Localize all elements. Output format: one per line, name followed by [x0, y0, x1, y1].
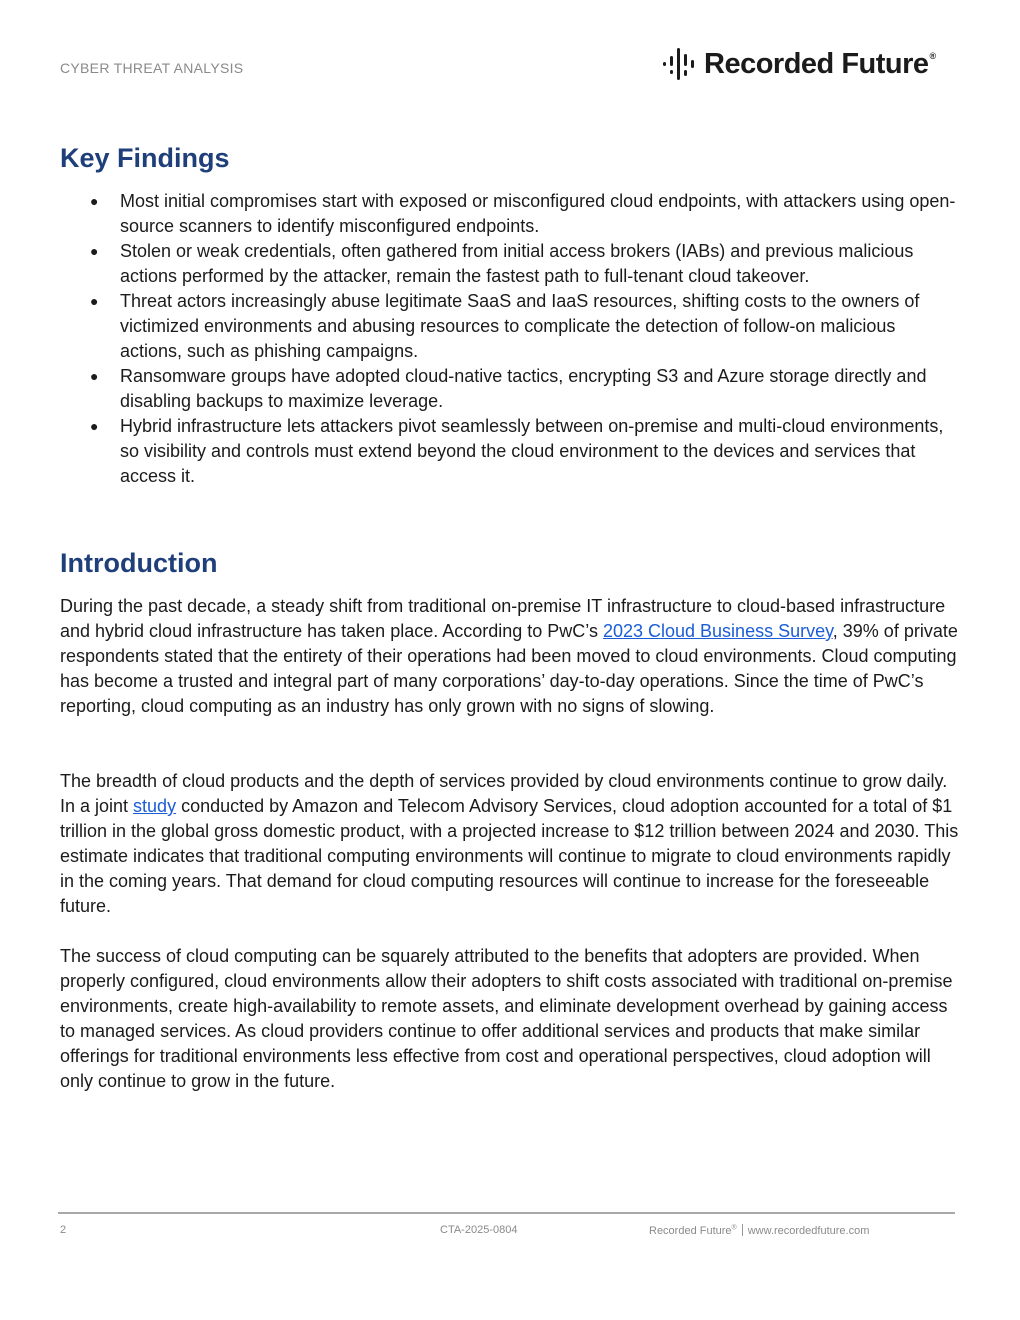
- bullet-icon: ●: [90, 368, 99, 384]
- cloud-survey-link[interactable]: 2023 Cloud Business Survey: [602, 621, 833, 641]
- intro-paragraph-1: During the past decade, a steady shift from traditional on-premise IT infrastructure to cloud-based infrastructure and hybrid cloud infrastructure has taken place. According to PwC’s 2023 Cloud Business Survey, 39% of private respondents stated that the entirety of their operations had been moved to cloud environments. Cloud computing has become a trusted and integral part of many corporations’ day-to-day operations. Since the time of PwC’s reporting, cloud computing as an industry has only grown with no signs of slowing.: [60, 596, 958, 716]
- bullet-icon: ●: [90, 293, 99, 309]
- intro-paragraph-2: The breadth of cloud products and the depth of services provided by cloud environments continue to grow daily. In a joint study conducted by Amazon and Telecom Advisory Services, cloud adoption accounted for a total of $1 trillion in the global gross domestic product, with a projected increase to $12 trillion between 2024 and 2030. This estimate indicates that traditional computing environments will continue to migrate to cloud environments rapidly in the coming years. That demand for cloud computing resources will continue to increase for the foreseeable future.: [60, 771, 959, 916]
- key-findings-heading: Key Findings: [60, 143, 230, 173]
- logo-mark-icon: [662, 46, 698, 82]
- logo-wordmark: Recorded Future®: [704, 48, 936, 80]
- introduction-heading: Introduction: [60, 548, 218, 578]
- key-findings-list: [60, 189, 960, 489]
- footer-url: www.recordedfuture.com: [747, 1225, 870, 1237]
- footer-divider: [58, 1212, 955, 1214]
- bullet-icon: ●: [90, 418, 99, 434]
- list-item: ● Hybrid infrastructure lets attackers pivot seamlessly between on-premise and multi-cloud environments, so visibility and controls must extend beyond the cloud environment to the devices and services that access it.: [90, 416, 944, 486]
- bullet-icon: ●: [90, 193, 99, 209]
- list-item: ● Stolen or weak credentials, often gathered from initial access brokers (IABs) and previous malicious actions performed by the attacker, remain the fastest path to full-tenant cloud takeover.: [90, 241, 914, 286]
- list-item: ● Ransomware groups have adopted cloud-native tactics, encrypting S3 and Azure storage directly and disabling backups to maximize leverage.: [90, 366, 927, 411]
- bullet-icon: ●: [90, 243, 99, 259]
- document-code: CTA-2025-0804: [440, 1224, 518, 1236]
- list-item: ● Threat actors increasingly abuse legitimate SaaS and IaaS resources, shifting costs to the owners of victimized environments and abusing resources to complicate the detection of follow-on malicious actions, such as phishing campaigns.: [90, 291, 920, 361]
- footer-brand: Recorded Future® www.recordedfuture.com: [649, 1224, 870, 1237]
- list-item: ● Most initial compromises start with exposed or misconfigured cloud endpoints, with attackers using open-source scanners to identify misconfigured endpoints.: [90, 191, 956, 236]
- header-label: CYBER THREAT ANALYSIS: [60, 60, 244, 76]
- recorded-future-logo: [662, 45, 936, 83]
- intro-paragraph-3: The success of cloud computing can be squarely attributed to the benefits that adopters are provided. When properly configured, cloud environments allow their adopters to shift costs associated with traditional on-premise environments, create high-availability to remote assets, and eliminate development overhead by gaining access to managed services. As cloud providers continue to offer additional services and products that make similar offerings for traditional environments less effective from cost and operational perspectives, cloud adoption will only continue to grow in the future.: [60, 946, 953, 1091]
- study-link[interactable]: study: [133, 796, 177, 816]
- page-number: 2: [60, 1224, 67, 1236]
